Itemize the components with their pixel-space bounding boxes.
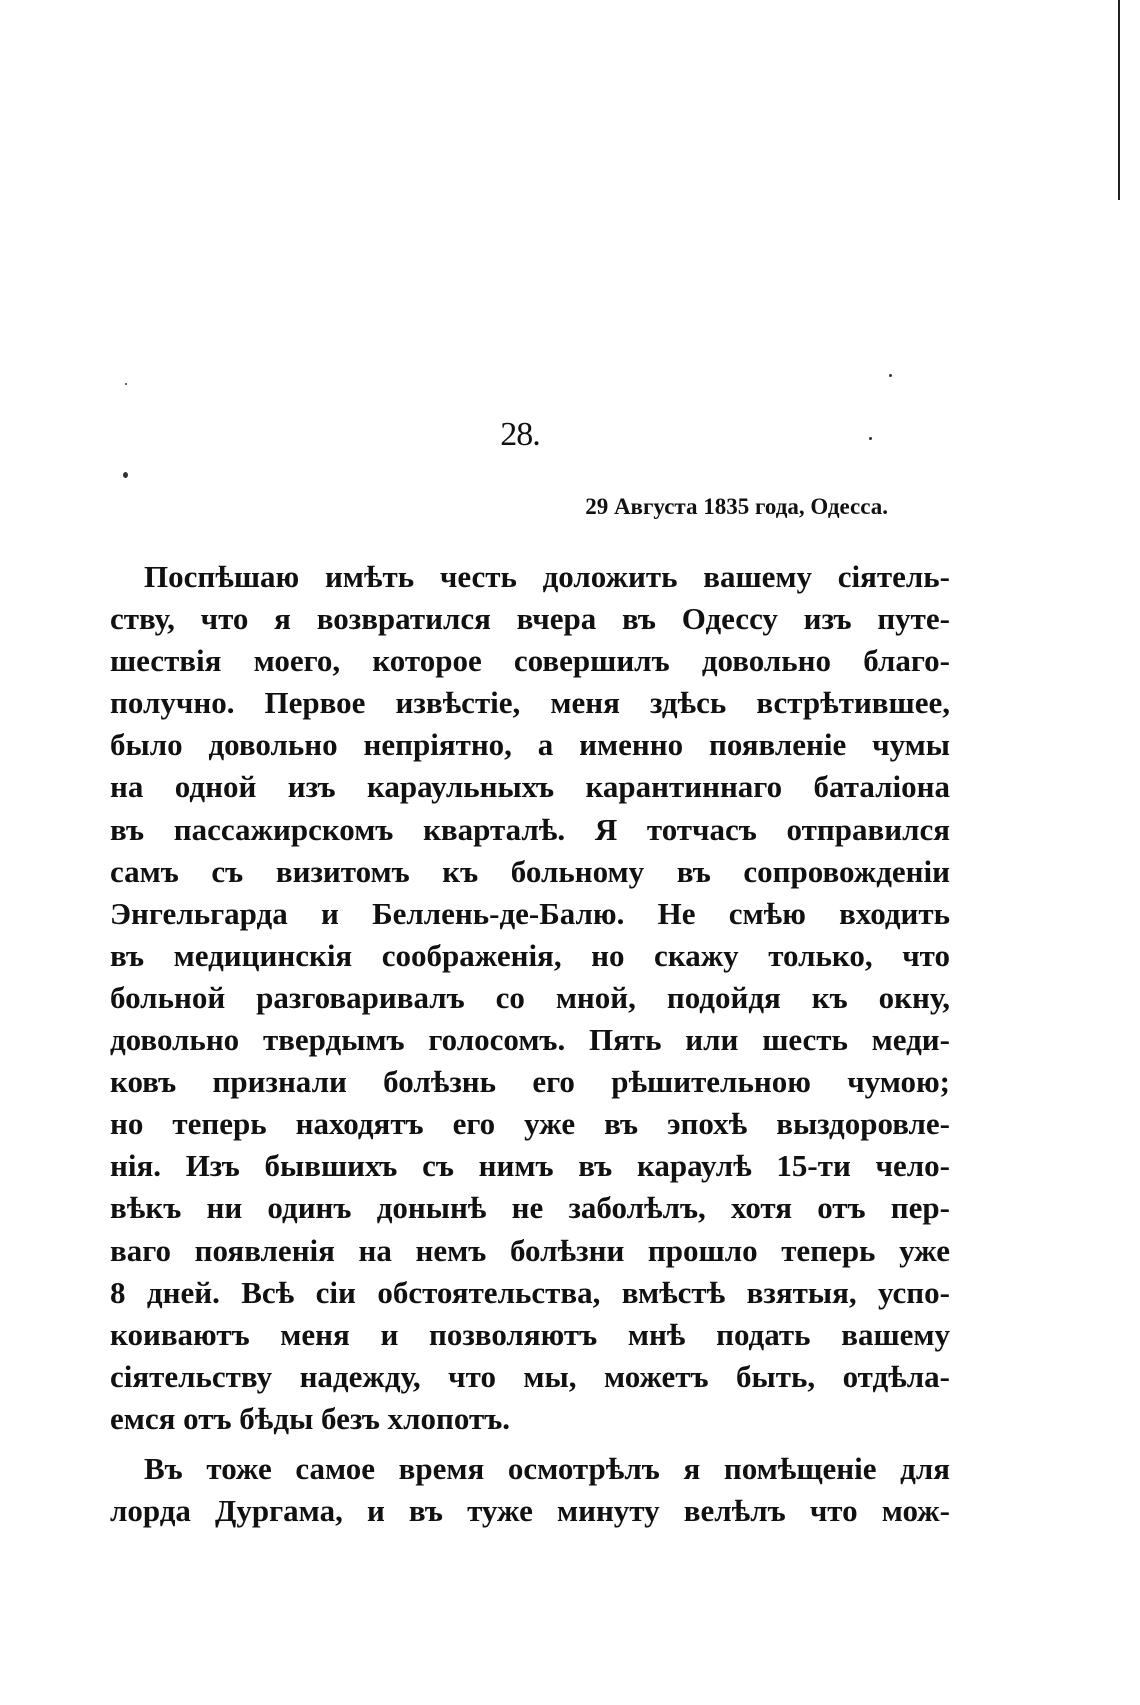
ink-speck	[889, 374, 892, 377]
text-line: довольно твердымъ голосомъ. Пять или шесть меди-	[110, 1022, 950, 1058]
text-line: больной разговаривалъ со мной, подойдя къ окну,	[110, 979, 950, 1015]
text-line: коиваютъ меня и позволяютъ мнѣ подать вашему	[110, 1316, 950, 1352]
text-line: Въ тоже самое время осмотрѣлъ я помѣщеніе для	[144, 1451, 950, 1486]
ink-speck	[123, 472, 128, 478]
text-line: самъ съ визитомъ къ больному въ сопровожденіи	[110, 853, 950, 889]
text-line: но теперь находятъ его уже въ эпохѣ выздоровле-	[110, 1106, 950, 1142]
text-line: нія. Изъ бывшихъ съ нимъ въ караулѣ 15-ти чело-	[110, 1148, 950, 1184]
text-line: лорда Дургама, и въ туже минуту велѣлъ что мож-	[110, 1493, 950, 1529]
text-line: Энгельгарда и Беллень-де-Балю. Не смѣю входить	[110, 895, 950, 931]
text-line: ковъ признали болѣзнь его рѣшительною чумою;	[110, 1064, 950, 1100]
letter-number: 28.	[500, 416, 540, 453]
text-line: въ медицинскія соображенія, но скажу только, что	[110, 937, 950, 973]
text-line: емся отъ бѣды безъ хлопотъ.	[110, 1400, 511, 1436]
text-line: Поспѣшаю имѣть честь доложить вашему сіятель-	[144, 559, 950, 594]
text-line: ваго появленія на немъ болѣзни прошло теперь уже	[110, 1232, 950, 1268]
text-line: въ пассажирскомъ кварталѣ. Я тотчасъ отправился	[110, 811, 950, 847]
text-line: 8 дней. Всѣ сіи обстоятельства, вмѣстѣ взятыя, успо-	[110, 1274, 950, 1310]
text-line: сіятельству надежду, что мы, можетъ быть, отдѣла-	[110, 1358, 950, 1394]
text-line: на одной изъ караульныхъ карантиннаго баталіона	[110, 769, 950, 805]
ink-speck	[125, 383, 127, 385]
paragraph-2	[110, 1448, 950, 1532]
page-edge-line	[1118, 0, 1120, 200]
text-line: было довольно непріятно, а именно появленіе чумы	[110, 727, 950, 763]
paragraph-1	[110, 556, 950, 1440]
text-line: шествія моего, которое совершилъ довольно благо-	[110, 643, 950, 679]
letter-dateline: 29 Августа 1835 года, Одесса.	[585, 494, 888, 519]
text-line: получно. Первое извѣстіе, меня здѣсь встрѣтившее,	[110, 685, 950, 721]
text-line: ству, что я возвратился вчера въ Одессу изъ путе-	[110, 601, 950, 637]
text-line: вѣкъ ни одинъ донынѣ не заболѣлъ, хотя отъ пер-	[110, 1190, 950, 1226]
